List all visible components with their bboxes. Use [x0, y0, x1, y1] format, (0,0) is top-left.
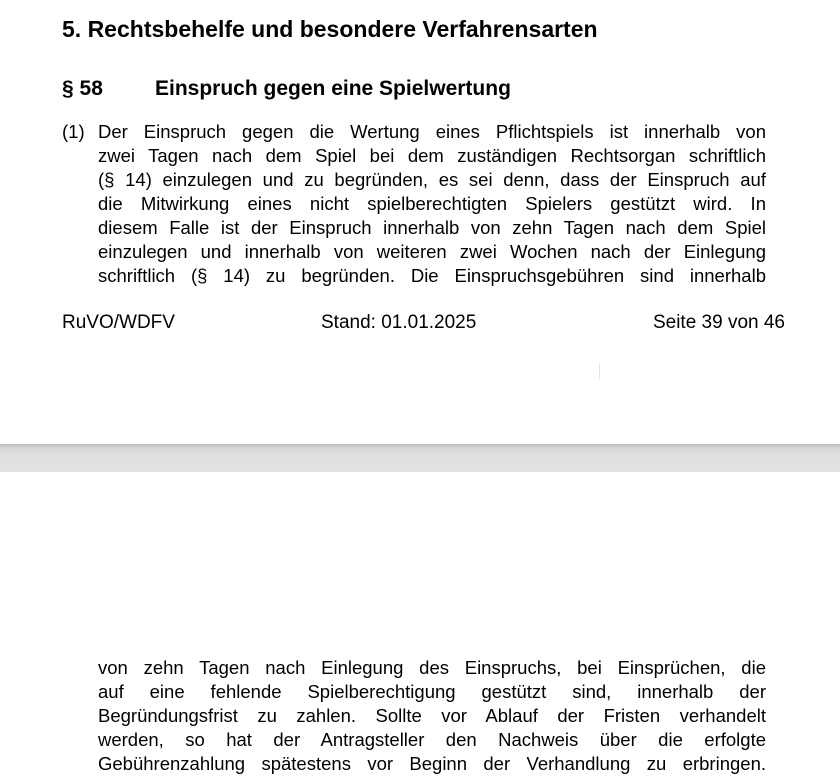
footer-page-number: Seite 39 von 46	[652, 312, 785, 333]
paragraph-continuation	[98, 656, 766, 776]
text-line: diesem Falle ist der Einspruch innerhalb von zehn Tagen nach dem Spiel	[98, 217, 766, 238]
document-page-40	[0, 472, 840, 783]
text-line: die Mitwirkung eines nicht spielberechtigten Spielers gestützt wird. In	[98, 193, 766, 214]
text-line: einzulegen und innerhalb von weiteren zwei Wochen nach der Einlegung	[98, 241, 766, 262]
page-separator	[0, 444, 840, 472]
footer-document-id: RuVO/WDFV	[62, 312, 175, 333]
section-title: Einspruch gegen eine Spielwertung	[155, 77, 511, 100]
text-line: schriftlich (§ 14) zu begründen. Die Einspruchsgebühren sind innerhalb	[98, 265, 766, 286]
section-number: § 58	[62, 77, 103, 100]
text-line: auf eine fehlende Spielberechtigung gestützt sind, innerhalb der	[98, 681, 766, 702]
paragraph-number: (1)	[62, 121, 85, 142]
text-line: werden, so hat der Antragsteller den Nachweis über die erfolgte	[98, 729, 766, 750]
text-line: Der Einspruch gegen die Wertung eines Pflichtspiels ist innerhalb von	[98, 121, 766, 142]
text-line: (§ 14) einzulegen und zu begründen, es sei denn, dass der Einspruch auf	[98, 169, 766, 190]
text-line: Begründungsfrist zu zahlen. Sollte vor Ablauf der Fristen verhandelt	[98, 705, 766, 726]
text-line: von zehn Tagen nach Einlegung des Einspruchs, bei Einsprüchen, die	[98, 657, 766, 678]
text-cursor-icon	[599, 363, 600, 379]
chapter-heading: 5. Rechtsbehelfe und besondere Verfahrensarten	[62, 16, 598, 42]
text-line: Gebührenzahlung spätestens vor Beginn der Verhandlung zu erbringen.	[98, 753, 766, 774]
text-line: zwei Tagen nach dem Spiel bei dem zuständigen Rechtsorgan schriftlich	[98, 145, 766, 166]
paragraph-text	[98, 120, 766, 288]
footer-date: Stand: 01.01.2025	[321, 312, 477, 333]
